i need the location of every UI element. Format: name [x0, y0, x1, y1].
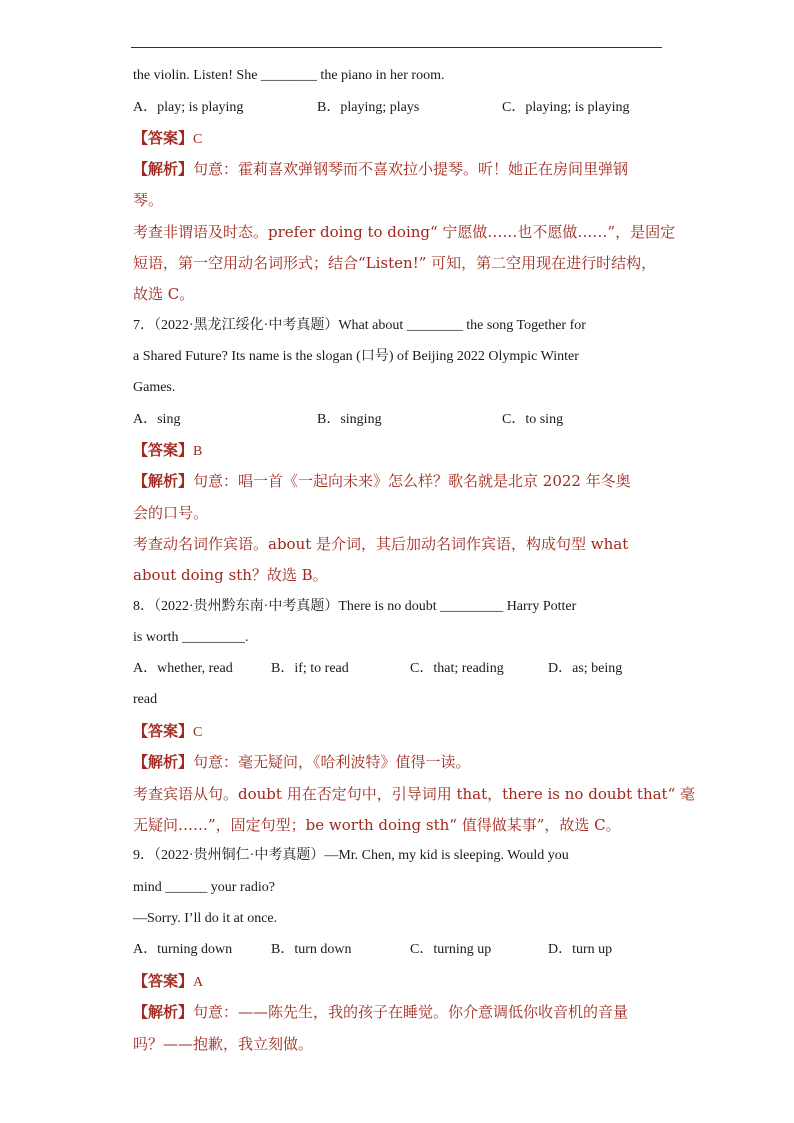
q7-stem-line-3: Games.: [133, 380, 176, 395]
q7-option-a: A．sing: [133, 412, 181, 427]
q7-explanation-line-3: 考查动名词作宾语。about 是介词，其后加动名词作宾语，构成句型 what: [133, 535, 629, 553]
q8-option-c: C．that; reading: [410, 661, 504, 676]
q9-stem-line-2: mind ______ your radio?: [133, 880, 275, 895]
q7-option-c: C．to sing: [502, 412, 564, 427]
q6-explanation-line-4: 短语，第一空用动名词形式；结合“Listen!” 可知，第二空用现在进行时结构，: [133, 254, 657, 272]
answer-tag: 【答案】: [133, 129, 194, 147]
q6-option-c: C．playing; is playing: [502, 100, 630, 115]
q8-option-b: B．if; to read: [271, 661, 349, 676]
q8-explanation-line-1: 【解析】句意：毫无疑问，《哈利波特》值得一读。: [133, 753, 471, 771]
q7-explanation-line-1: 【解析】句意：唱一首《一起向未来》怎么样？歌名就是北京 2022 年冬奥: [133, 472, 631, 490]
q9-answer: [133, 971, 663, 993]
answer-value: B: [193, 444, 203, 459]
answer-tag: 【答案】: [133, 972, 194, 990]
q8-answer: [133, 721, 663, 743]
q9-stem-line-3: —Sorry. I’ll do it at once.: [133, 911, 278, 926]
q9-option-d: D．turn up: [548, 942, 613, 957]
q6-explanation-line-2: 琴。: [133, 191, 164, 209]
explanation-tag: 【解析】: [133, 472, 194, 490]
q6-option-b: B．playing; plays: [317, 100, 420, 115]
q9-option-a: A．turning down: [133, 942, 233, 957]
q7-explanation-line-4: about doing sth？故选 B。: [133, 566, 328, 584]
q7-explanation-line-2: 会的口号。: [133, 504, 209, 522]
q6-option-a: A．play; is playing: [133, 100, 244, 115]
q8-explanation-line-2: 考查宾语从句。doubt 用在否定句中，引导词用 that，there is no doubt that“ 毫: [133, 785, 696, 803]
answer-value: C: [193, 725, 203, 740]
q8-option-d-cont: read: [133, 692, 158, 707]
q9-stem-line-1: 9．（2022·贵州铜仁·中考真题）—Mr. Chen, my kid is sleeping. Would you: [133, 848, 569, 863]
q8-option-d: D．as; being: [548, 661, 623, 676]
q7-stem-line-1: 7．（2022·黑龙江绥化·中考真题）What about ________ the song Together for: [133, 318, 586, 333]
q8-option-a: A．whether, read: [133, 661, 233, 676]
q7-option-b: B．singing: [317, 412, 382, 427]
q6-explanation-line-3: 考查非谓语及时态。prefer doing to doing“ 宁愿做……也不愿做……”，是固定: [133, 223, 676, 241]
answer-value: C: [193, 132, 203, 147]
q6-explanation-line-5: 故选 C。: [133, 285, 195, 303]
q6-stem-tail: the violin. Listen! She ________ the piano in her room.: [133, 68, 445, 83]
explanation-tag: 【解析】: [133, 160, 194, 178]
q6-answer: [133, 128, 663, 150]
q7-answer: [133, 440, 663, 462]
q9-option-b: B．turn down: [271, 942, 352, 957]
q9-option-c: C．turning up: [410, 942, 492, 957]
answer-tag: 【答案】: [133, 722, 194, 740]
q6-explanation-line-1: 【解析】句意：霍莉喜欢弹钢琴而不喜欢拉小提琴。听！她正在房间里弹钢: [133, 160, 629, 178]
q8-stem-line-2: is worth _________.: [133, 630, 249, 645]
q9-explanation-line-2: 吗？——抱歉，我立刻做。: [133, 1035, 314, 1053]
header-rule: [131, 47, 662, 48]
explanation-tag: 【解析】: [133, 1003, 194, 1021]
q7-stem-line-2: a Shared Future? Its name is the slogan (口号) of Beijing 2022 Olympic Winter: [133, 349, 579, 364]
q9-explanation-line-1: 【解析】句意：——陈先生，我的孩子在睡觉。你介意调低你收音机的音量: [133, 1003, 629, 1021]
answer-tag: 【答案】: [133, 441, 194, 459]
answer-value: A: [193, 975, 204, 990]
explanation-tag: 【解析】: [133, 753, 194, 771]
q8-explanation-line-3: 无疑问……”，固定句型；be worth doing sth“ 值得做某事”，故选 C。: [133, 816, 621, 834]
q8-stem-line-1: 8．（2022·贵州黔东南·中考真题）There is no doubt _________ Harry Potter: [133, 599, 577, 614]
